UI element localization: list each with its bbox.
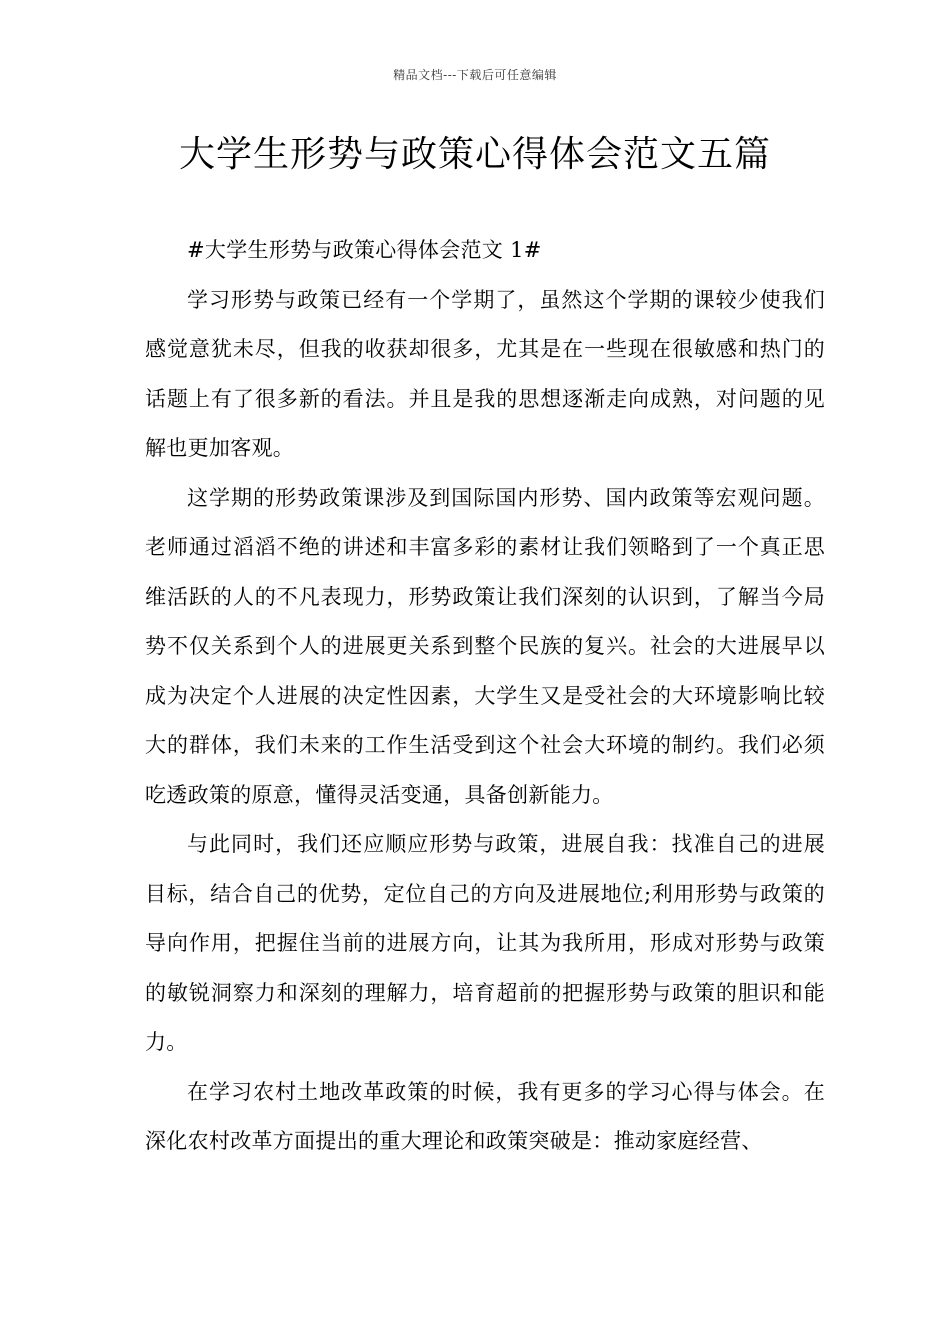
paragraph-3: 与此同时，我们还应顺应形势与政策，进展自我：找准自己的进展目标，结合自己的优势，定位自己的方向及进展地位;利用形势与政策的导向作用，把握住当前的进展方向，让其为我所用，形成对形势与政策的敏锐洞察力和深刻的理解力，培育超前的把握形势与政策的胆识和能力。 bbox=[145, 832, 825, 1054]
paragraph-1: 学习形势与政策已经有一个学期了，虽然这个学期的课较少使我们感觉意犹未尽，但我的收获却很多，尤其是在一些现在很敏感和热门的话题上有了很多新的看法。并且是我的思想逐渐走向成熟，对问题的见解也更加客观。 bbox=[145, 287, 825, 460]
paragraph-4: 在学习农村土地改革政策的时候，我有更多的学习心得与体会。在深化农村改革方面提出的重大理论和政策突破是：推动家庭经营、 bbox=[145, 1079, 825, 1153]
document-body bbox=[145, 226, 825, 1167]
paragraph-2: 这学期的形势政策课涉及到国际国内形势、国内政策等宏观问题。老师通过滔滔不绝的讲述和丰富多彩的素材让我们领略到了一个真正思维活跃的人的不凡表现力，形势政策让我们深刻的认识到，了解当今局势不仅关系到个人的进展更关系到整个民族的复兴。社会的大进展早以成为决定个人进展的决定性因素，大学生又是受社会的大环境影响比较大的群体，我们未来的工作生活受到这个社会大环境的制约。我们必须吃透政策的原意，懂得灵活变通，具备创新能力。 bbox=[145, 485, 825, 807]
header-note: 精品文档---下载后可任意编辑 bbox=[393, 68, 557, 82]
document-title: 大学生形势与政策心得体会范文五篇 bbox=[178, 134, 771, 175]
section-heading: #大学生形势与政策心得体会范文 1# bbox=[187, 238, 542, 262]
